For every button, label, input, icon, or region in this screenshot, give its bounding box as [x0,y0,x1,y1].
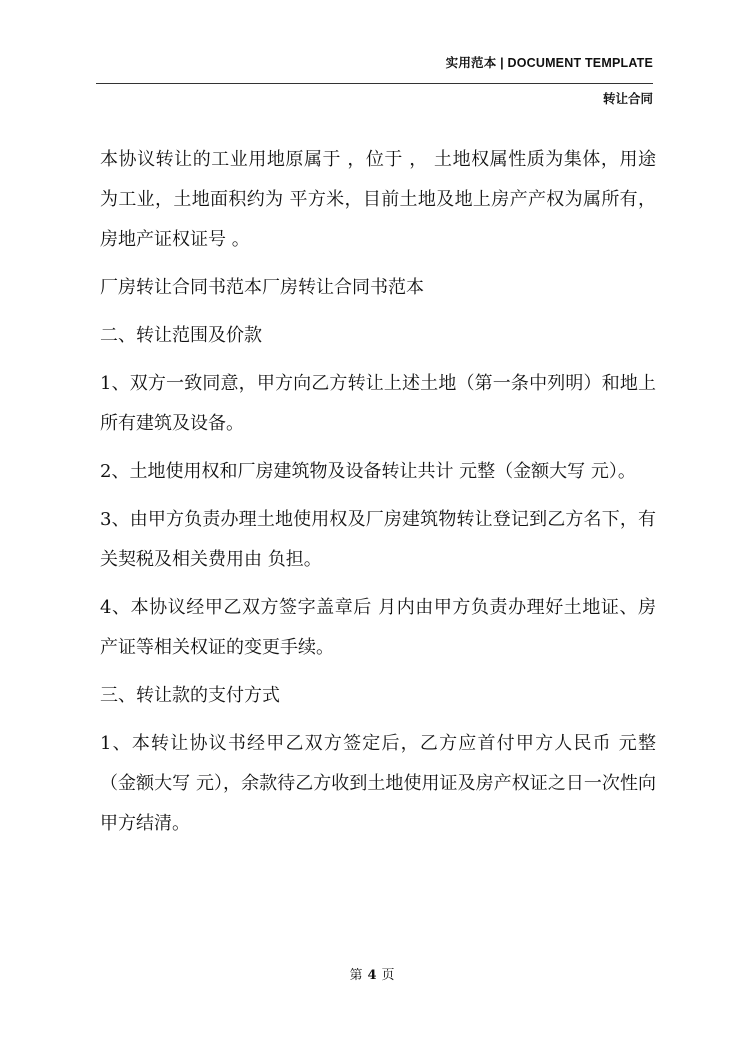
header-subtitle: 转让合同 [602,91,653,106]
page-suffix: 页 [381,968,395,983]
page-header [96,52,653,107]
paragraph: 厂房转让合同书范本厂房转让合同书范本 [100,277,424,298]
page-number: 4 [367,968,377,983]
paragraph: 1、双方一致同意，甲方向乙方转让上述土地（第一条中列明）和地上所有建筑及设备。 [100,373,656,434]
paragraph: 1、本转让协议书经甲乙双方签定后，乙方应首付甲方人民币 元整（金额大写 元），余款待乙方收到土地使用证及房产权证之日一次性向甲方结清。 [100,733,656,834]
section-heading: 二、转让范围及价款 [100,325,262,346]
paragraph: 2、土地使用权和厂房建筑物及设备转让共计 元整（金额大写 元）。 [100,461,636,482]
paragraph: 3、由甲方负责办理土地使用权及厂房建筑物转让登记到乙方名下，有关契税及相关费用由 负担。 [100,509,656,570]
section-heading: 三、转让款的支付方式 [100,685,280,706]
paragraph: 4、本协议经甲乙双方签字盖章后 月内由甲方负责办理好土地证、房产证等相关权证的变更手续。 [100,597,656,658]
header-divider [96,83,653,84]
page-prefix: 第 [349,968,363,983]
paragraph: 本协议转让的工业用地原属于 ，位于 ， 土地权属性质为集体，用途为工业，土地面积约为 平方米，目前土地及地上房产产权为属所有，房地产证权证号 。 [100,149,656,250]
header-title: 实用范本 | DOCUMENT TEMPLATE [445,56,653,70]
page-footer [0,964,744,983]
document-body [100,140,656,852]
